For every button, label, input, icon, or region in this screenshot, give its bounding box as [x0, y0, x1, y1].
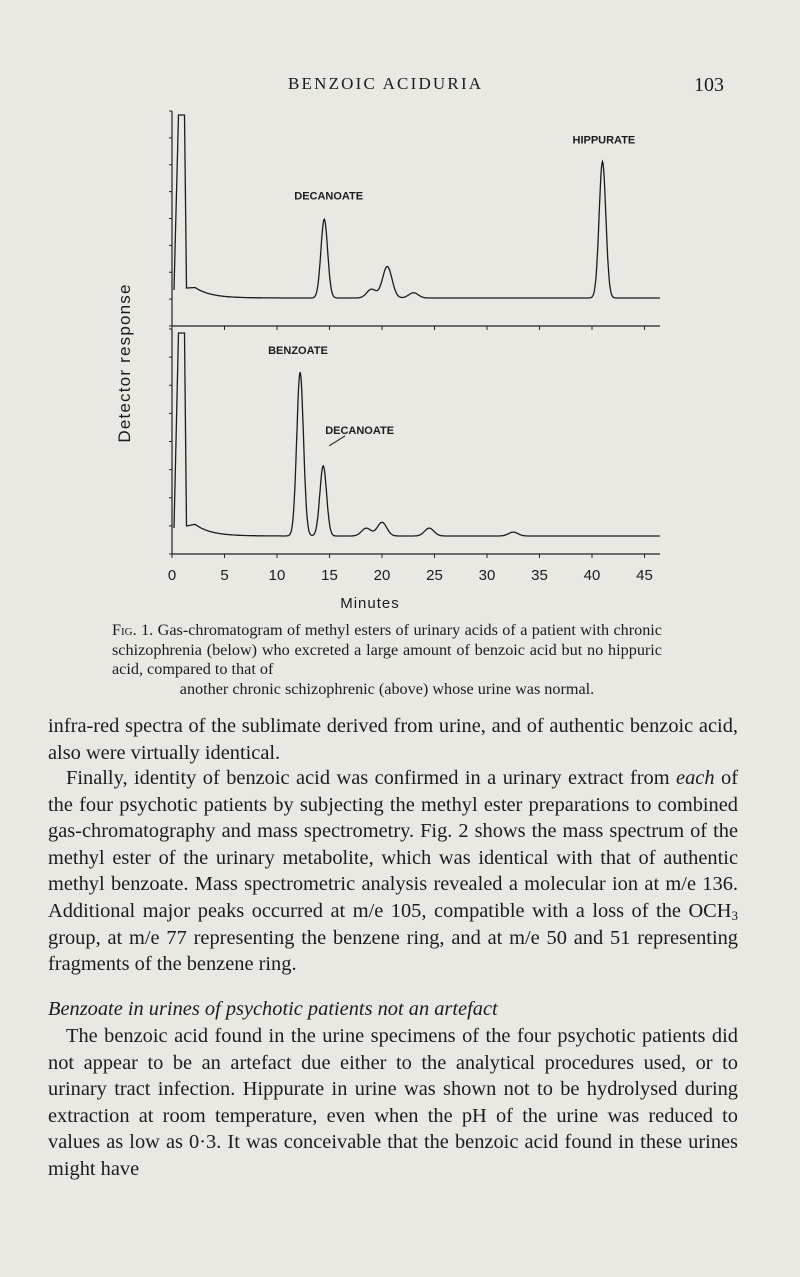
- x-axis-label: Minutes: [340, 595, 400, 612]
- x-tick-label: 15: [321, 567, 338, 584]
- trace-patient: [174, 333, 660, 536]
- peak-label-decanoate: DECANOATE: [325, 424, 395, 437]
- paragraph-3: [48, 1023, 738, 1183]
- paragraph-2-part-c: group, at m/e 77 representing the benzene ring, and at m/e 50 and 51 representing fragments of the benzene ring.: [48, 926, 738, 976]
- running-head: [0, 74, 800, 104]
- caption-text: Gas-chromatogram of methyl esters of urinary acids of a patient with chronic schizophrenia (below) who excreted a large amount of benzoic acid but no hippuric acid, compared to that of: [112, 621, 662, 678]
- x-tick-label: 5: [220, 567, 229, 584]
- paragraph-2-part-b: of the four psychotic patients by subjecting the methyl ester preparations to combined gas-chromatography and mass spectrometry. Fig. 2 shows the mass spectrum of the methyl ester of the urinary metabolite, which was identical with that of authentic methyl benzoate. Mass spectrometric analysis revealed a molecular ion at m/e 136. Additional major peaks occurred at m/e 105, compatible with a loss of the OCH: [48, 767, 738, 922]
- paragraph-1: [48, 713, 738, 766]
- paragraph-2-part-a: Finally, identity of benzoic acid was confirmed in a urinary extract from: [66, 767, 677, 789]
- paragraph-1-text: infra-red spectra of the sublimate derived from urine, and of authentic benzoic acid, also were virtually identical.: [48, 715, 738, 764]
- paragraph-2: [48, 765, 738, 978]
- paragraph-3-text: The benzoic acid found in the urine specimens of the four psychotic patients did not appear to be an artefact due either to the analytical procedures used, or to urinary tract infection. Hippurate in urine was shown not to be hydrolysed during extraction at room temperature, even when the pH of the urine was reduced to values as low as 0·3. It was conceivable that the benzoic acid found in these urines might have: [48, 1025, 738, 1180]
- section-heading: Benzoate in urines of psychotic patients not an artefact: [48, 998, 498, 1020]
- x-tick-label: 0: [167, 567, 177, 584]
- x-tick-label: 40: [583, 567, 601, 584]
- peak-label-hippurate: HIPPURATE: [572, 134, 636, 147]
- caption-lead: Fig. 1.: [112, 621, 154, 639]
- paragraph-2-emphasis: each: [676, 767, 715, 789]
- y-axis-label: Detector response: [115, 283, 134, 443]
- gas-chromatogram-figure: [100, 108, 660, 613]
- x-tick-label: 20: [373, 567, 391, 584]
- peak-label-decanoate: DECANOATE: [294, 190, 364, 203]
- decanoate-pointer: [329, 436, 345, 446]
- page-number: 103: [694, 74, 724, 96]
- caption-last-line: another chronic schizophrenic (above) whose urine was normal.: [179, 679, 595, 698]
- figure-caption: [112, 621, 662, 699]
- x-tick-label: 25: [426, 567, 443, 584]
- x-tick-label: 10: [268, 567, 286, 584]
- running-title: BENZOIC ACIDURIA: [288, 74, 484, 93]
- x-tick-label: 45: [636, 567, 653, 584]
- peak-label-benzoate: BENZOATE: [268, 345, 328, 358]
- paragraph-2-text: [48, 765, 738, 978]
- x-tick-label: 30: [478, 567, 496, 584]
- paragraph-2-subscript: 3: [731, 907, 738, 923]
- x-tick-label: 35: [531, 567, 548, 584]
